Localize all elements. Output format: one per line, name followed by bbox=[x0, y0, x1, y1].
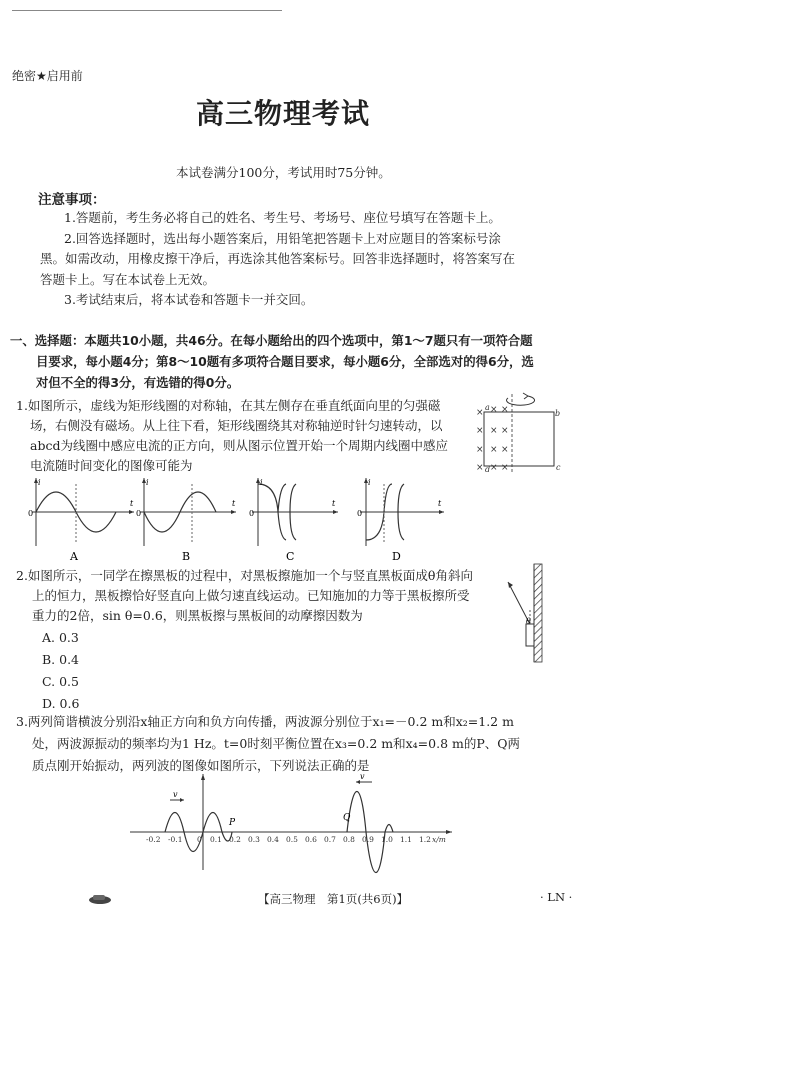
cross-mark: × bbox=[476, 463, 484, 473]
tick-label: 1.1 bbox=[400, 835, 412, 844]
tick-label: 0.7 bbox=[324, 835, 336, 844]
tick-label: -0.1 bbox=[168, 835, 183, 844]
choice-b: B. 0.4 bbox=[42, 652, 80, 667]
section-heading: 一、选择题：本题共10小题，共46分。在每小题给出的四个选项中，第1～7题只有一项符合题 bbox=[10, 333, 533, 348]
axis-i: i bbox=[260, 478, 263, 487]
option-label-d: D bbox=[392, 550, 401, 563]
axis-t: t bbox=[438, 499, 442, 508]
page-footer: 【高三物理 第1页(共6页)】 bbox=[258, 892, 409, 906]
scan-edge-line bbox=[12, 10, 282, 11]
cross-mark: × bbox=[476, 408, 484, 418]
secret-mark: 绝密★启用前 bbox=[12, 69, 83, 83]
option-c-graph bbox=[246, 476, 346, 566]
point-q-label: Q bbox=[343, 813, 351, 823]
point-p-label: P bbox=[229, 818, 236, 828]
choice-a: A. 0.3 bbox=[42, 630, 79, 645]
notice-heading: 注意事项： bbox=[38, 192, 106, 208]
axis-i: i bbox=[368, 478, 371, 487]
tick-label: -0.2 bbox=[146, 835, 161, 844]
axis-i: i bbox=[146, 478, 149, 487]
origin-label: 0 bbox=[28, 509, 34, 518]
origin-label: 0 bbox=[357, 509, 363, 518]
option-label-b: B bbox=[182, 550, 191, 563]
option-label-a: A bbox=[70, 550, 78, 563]
footer-code: · LN · bbox=[540, 890, 573, 904]
x-axis-unit: x/m bbox=[432, 835, 446, 844]
cross-mark: × bbox=[501, 405, 509, 415]
question-1-text: abcd为线圈中感应电流的正方向，则从图示位置开始一个周期内线圈中感应 bbox=[30, 438, 448, 453]
page-title: 高三物理考试 bbox=[196, 97, 371, 130]
label-c: c bbox=[556, 463, 561, 472]
option-label-c: C bbox=[286, 550, 295, 563]
tick-label: 0.6 bbox=[305, 835, 317, 844]
coil-magnetic-field-figure bbox=[470, 388, 570, 478]
question-3-text: 处，两波源振动的频率均为1 Hz。t=0时刻平衡位置在x₃=0.2 m和x₄=0.8 m的P、Q两 bbox=[32, 736, 521, 751]
question-1-text: 场，右侧没有磁场。从上往下看，矩形线圈绕其对称轴逆时针匀速转动，以 bbox=[30, 418, 443, 433]
tick-label: 1.2 bbox=[419, 835, 431, 844]
tick-label: 0.3 bbox=[248, 835, 260, 844]
theta-label: θ bbox=[526, 617, 531, 626]
axis-t: t bbox=[232, 499, 236, 508]
notice-line: 2.回答选择题时，选出每小题答案后，用铅笔把答题卡上对应题目的答案标号涂 bbox=[64, 231, 501, 246]
tick-label: 1.0 bbox=[381, 835, 393, 844]
label-b: b bbox=[555, 409, 561, 418]
question-3-text: 3.两列简谐横波分别沿x轴正方向和负方向传播，两波源分别位于x₁=－0.2 m和x₂=1.2 m bbox=[16, 714, 514, 729]
option-b-graph bbox=[132, 476, 242, 566]
tick-label: 0.5 bbox=[286, 835, 298, 844]
question-3-text: 质点刚开始振动，两列波的图像如图所示，下列说法正确的是 bbox=[32, 758, 370, 773]
question-2-text: 上的恒力，黑板擦恰好竖直向上做匀速直线运动。已知施加的力等于黑板擦所受 bbox=[32, 588, 470, 603]
tick-label: 0.8 bbox=[343, 835, 355, 844]
velocity-label: v bbox=[360, 772, 365, 781]
question-1-text: 1.如图所示，虚线为矩形线圈的对称轴，在其左侧存在垂直纸面向里的匀强磁 bbox=[16, 398, 441, 413]
cross-mark: × bbox=[501, 445, 509, 455]
cross-mark: × bbox=[501, 426, 509, 436]
tick-label: 0.9 bbox=[362, 835, 374, 844]
question-2-text: 2.如图所示，一同学在擦黑板的过程中，对黑板擦施加一个与竖直黑板面成θ角斜向 bbox=[16, 568, 473, 583]
cross-mark: × bbox=[490, 445, 498, 455]
option-a-graph bbox=[22, 476, 142, 566]
label-a: a bbox=[485, 403, 490, 412]
blackboard-eraser-figure bbox=[500, 562, 560, 666]
cross-mark: × bbox=[476, 426, 484, 436]
axis-t: t bbox=[332, 499, 336, 508]
cross-mark: × bbox=[476, 445, 484, 455]
question-1-text: 电流随时间变化的图像可能为 bbox=[30, 458, 193, 473]
section-heading: 目要求，每小题4分；第8～10题有多项符合题目要求，每小题6分，全部选对的得6分，选 bbox=[36, 354, 534, 369]
two-waves-figure bbox=[126, 770, 456, 874]
tick-label: 0.2 bbox=[229, 835, 241, 844]
cross-mark: × bbox=[490, 405, 498, 415]
tick-label: 0 bbox=[197, 835, 202, 844]
axis-i: i bbox=[38, 478, 41, 487]
choice-c: C. 0.5 bbox=[42, 674, 79, 689]
tick-label: 0.4 bbox=[267, 835, 279, 844]
choice-d: D. 0.6 bbox=[42, 696, 80, 711]
cross-mark: × bbox=[490, 426, 498, 436]
label-d: d bbox=[485, 465, 491, 474]
velocity-label: v bbox=[173, 790, 178, 799]
tick-label: 0.1 bbox=[210, 835, 222, 844]
cross-mark: × bbox=[501, 463, 509, 473]
notice-line: 3.考试结束后，将本试卷和答题卡一并交回。 bbox=[64, 292, 314, 307]
exam-subtitle: 本试卷满分100分，考试用时75分钟。 bbox=[176, 165, 391, 180]
section-heading: 对但不全的得3分，有选错的得0分。 bbox=[36, 375, 240, 390]
question-2-text: 重力的2倍，sin θ=0.6，则黑板擦与黑板间的动摩擦因数为 bbox=[32, 608, 363, 623]
notice-line: 答题卡上。写在本试卷上无效。 bbox=[40, 272, 216, 287]
axis-t: t bbox=[130, 499, 134, 508]
origin-label: 0 bbox=[136, 509, 142, 518]
notice-line: 黑。如需改动，用橡皮擦干净后，再选涂其他答案标号。回答非选择题时，将答案写在 bbox=[40, 251, 516, 266]
scan-mark-icon bbox=[86, 892, 114, 906]
notice-line: 1.答题前，考生务必将自己的姓名、考生号、考场号、座位号填写在答题卡上。 bbox=[64, 210, 501, 225]
option-d-graph bbox=[352, 476, 452, 566]
origin-label: 0 bbox=[249, 509, 255, 518]
cross-mark: × bbox=[490, 463, 498, 473]
